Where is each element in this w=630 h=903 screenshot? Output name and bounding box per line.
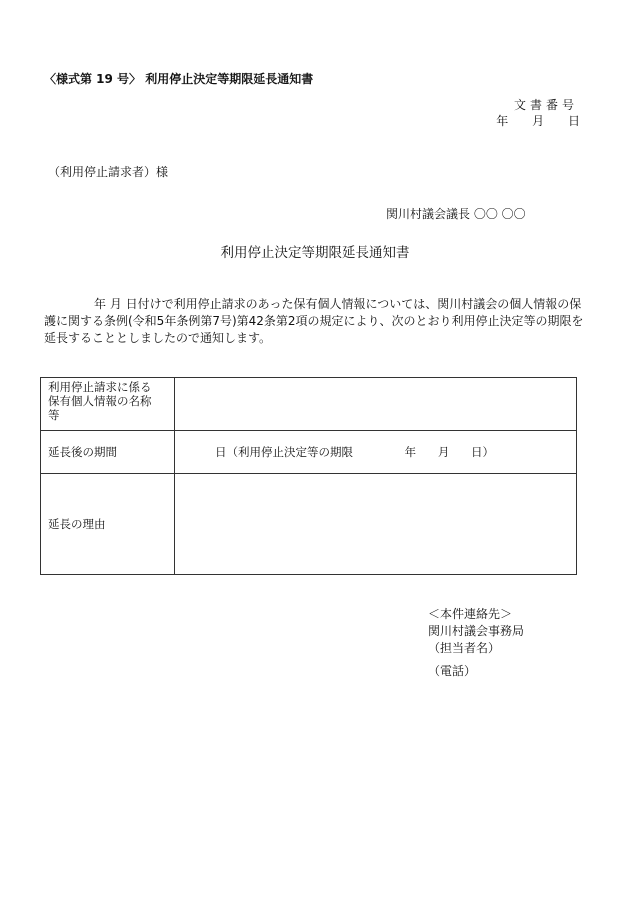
date-day: 日 — [567, 114, 582, 128]
period-month: 月 — [437, 445, 450, 459]
info-name-value — [175, 378, 577, 431]
contact-person: （担当者名） — [428, 641, 501, 655]
contact-block — [428, 606, 524, 680]
table-row — [41, 378, 577, 431]
period-days: 日（利用停止決定等の期限 — [215, 445, 353, 459]
body-text — [44, 296, 584, 347]
extension-reason-value — [175, 474, 577, 575]
body-line-2: 護に関する条例(令和5年条例第7号)第42条第2項の規定により、次のとおり利用停止決定等の期限を — [44, 314, 584, 328]
body-line-1: 年 月 日付けで利用停止請求のあった保有個人情報については、関川村議会の個人情報の保 — [94, 297, 582, 311]
extension-reason-label: 延長の理由 — [41, 474, 175, 575]
table-row — [41, 474, 577, 575]
date-month: 月 — [532, 114, 547, 128]
period-year: 年 — [404, 445, 417, 459]
contact-phone: （電話） — [428, 664, 477, 678]
extended-period-value — [175, 431, 577, 474]
issue-date — [486, 112, 582, 129]
contact-heading: ＜本件連絡先＞ — [428, 607, 513, 621]
table-row — [41, 431, 577, 474]
date-year: 年 — [496, 114, 511, 128]
contact-office: 関川村議会事務局 — [428, 624, 525, 638]
extension-info-table — [40, 377, 577, 575]
recipient: （利用停止請求者）様 — [48, 165, 169, 179]
extended-period-label: 延長後の期間 — [41, 431, 175, 474]
form-number: 〈様式第 19 号〉 利用停止決定等期限延長通知書 — [44, 72, 314, 86]
document-number-label: 文書番号 — [513, 98, 578, 112]
period-day: 日） — [470, 445, 494, 459]
info-name-label: 利用停止請求に係る 保有個人情報の名称 等 — [41, 378, 175, 431]
document-title: 利用停止決定等期限延長通知書 — [220, 245, 410, 261]
sender: 関川村議会議長 〇〇 〇〇 — [386, 207, 526, 221]
body-line-3: 延長することとしましたので通知します。 — [44, 331, 272, 345]
